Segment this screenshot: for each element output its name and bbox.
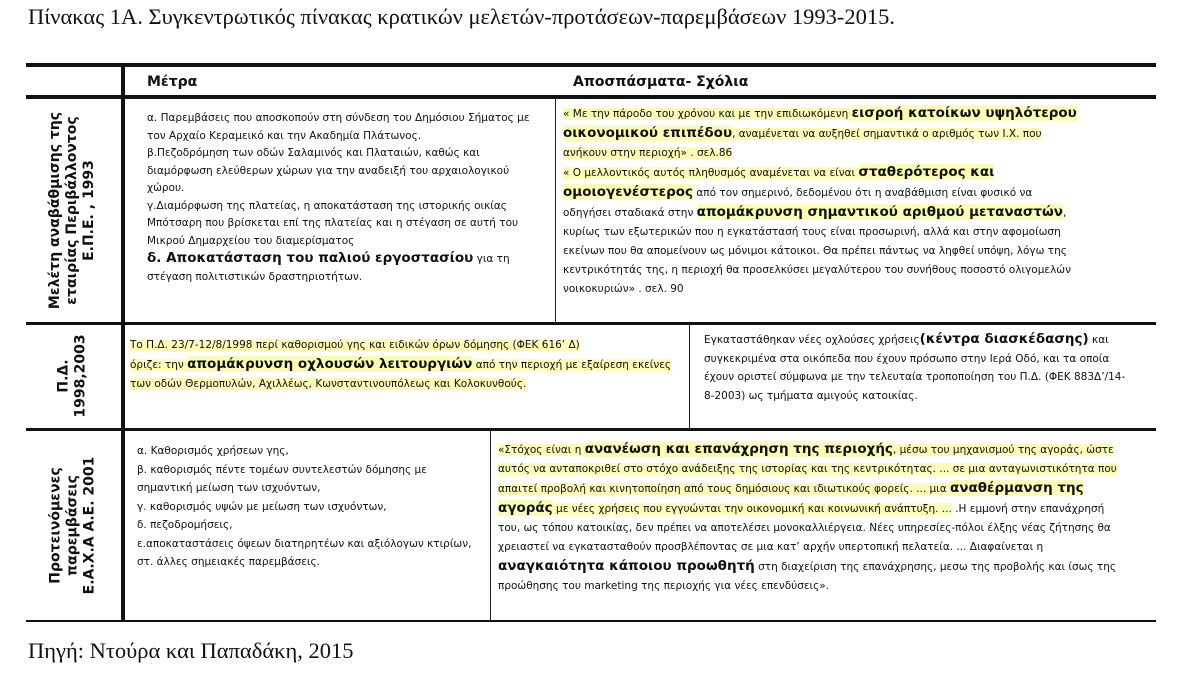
table-top-rule [26, 63, 1156, 67]
label-column-rule [121, 63, 125, 622]
row-label-1993-text: Μελέτη αναβάθμισης της εταιρίας Περιβάλλοντος Ε.Π.Ε. , 1993 [47, 111, 98, 309]
measure-item: γ. καθορισμός υψών με μείωση των ισχυόντων, [137, 500, 387, 513]
row2-rule [26, 428, 1156, 431]
row1-excerpts [563, 104, 1083, 320]
measure-item: στ. άλλες σημειακές παρεμβάσεις. [137, 556, 320, 568]
row-label-1993 [28, 100, 118, 320]
measure-item-d: δ. Αποκατάσταση του παλιού εργοστασίου για τη στέγαση πολιτιστικών δραστηριοτήτων. [147, 250, 510, 283]
pd-decree: Το Π.Δ. 23/7-12/8/1998 περί καθορισμού γης και ειδικών όρων δόμησης (ΦΕΚ 616’ Δ) [130, 339, 580, 351]
header-excerpts: Αποσπάσματα- Σχόλια [573, 74, 749, 90]
row1-rule [26, 322, 1156, 325]
measure-item: α. Καθορισμός χρήσεων γης, [137, 445, 289, 457]
measure-item: α. Παρεμβάσεις που αποσκοπούν στη σύνδεση του Δημόσιου Σήματος με τον Αρχαίο Κεραμεικό και την Ακαδημία Πλάτωνος. [147, 112, 530, 142]
excerpt-quote-1: « Με την πάροδο του χρόνου και με την επιδιωκόμενη εισροή κατοίκων υψηλότερου οικονομικού επιπέδου, αναμένεται να αυξηθεί σημαντικά ο αριθμός των Ι.Χ. που ανήκουν στην περιοχή» . σελ.86 [563, 105, 1077, 159]
header-rule [26, 95, 1156, 99]
pd-provision: όριζε: την απομάκρυνση οχλουσών λειτουργιών από την περιοχή με εξαίρεση εκείνες των οδών Θερμοπυλών, Αχιλλέως, Κωνσταντινουπόλεως και Κολοκυνθούς. [130, 356, 672, 390]
row3-excerpts [498, 440, 1128, 618]
row2-divider [689, 325, 690, 428]
row2-pd-text [130, 336, 680, 398]
measure-item: ε.αποκαταστάσεις όψεων διατηρητέων και αξιόλογων κτιρίων, [137, 537, 472, 550]
excerpt-quote-3: «Στόχος είναι η ανανέωση και επανάχρηση της περιοχής, μέσω του μηχανισμού της αγοράς, ώστε αυτός να ανταποκριθεί στο στόχο ανάδειξης της ιστορίας και της κεντρικότητας. ... σε μια ανταγωνιστικότητα που απαιτεί προβολή και κινητοποίηση από τους δημόσιους και ιδιωτικούς φορείς. ... μια αναθέρμανση της αγοράς με νέες χρήσεις που εγγυώνται την οικονομική και κοινωνική ανάπτυξη. ... .Η εμμονή στην επανάχρησή του, ως τόπου κατοικίας, δεν πρέπει να αποτελέσει μονοκαλλιέργεια. Νέες υπηρεσίες-πόλοι έλξης νέας ζήτησης θα χρειαστεί να εγκατασταθούν προσβλέποντας σε μια κατ’ αρχήν υπερτοπική πελατεία. ... Διαφαίνεται η αναγκαιότητα κάποιου προωθητή στη διαχείριση της επανάχρησης, μεσω της προβολής και ίσως της προώθησης του marketing της περιοχής για νέες επενδύσεις». [498, 441, 1117, 592]
header-measures: Μέτρα [147, 74, 198, 90]
page-title: Πίνακας 1Α. Συγκεντρωτικός πίνακας κρατικών μελετών-προτάσεων-παρεμβάσεων 1993-2015. [28, 4, 895, 29]
row1-measures [147, 110, 547, 320]
row-label-pd [28, 326, 118, 426]
row3-measures [137, 442, 482, 618]
measure-item: δ. πεζοδρομήσεις, [137, 519, 233, 531]
measure-item: β. καθορισμός πέντε τομέων συντελεστών δόμησης με σημαντική μείωση των ισχυόντων, [137, 463, 427, 494]
row-label-pd-text: Π.Δ. 1998,2003 [56, 334, 89, 418]
table-bottom-rule [26, 620, 1156, 622]
row3-divider [490, 431, 491, 620]
row2-comments [704, 330, 1134, 426]
pd-comment: Εγκαταστάθηκαν νέες οχλούσες χρήσεις(κέντρα διασκέδασης) και συγκεκριμένα στα οικόπεδα που έχουν πρόσωπο στην Ιερά Οδό, και τα οποία έχουν οριστεί σύμφωνα με την τελευταία τροποποίηση του Π.Δ. (ΦΕΚ 883Δ’/14-8-2003) ως τμήματα αμιγούς κατοικίας. [704, 331, 1126, 402]
row1-divider [555, 99, 556, 322]
excerpt-quote-2: « Ο μελλοντικός αυτός πληθυσμός αναμένεται να είναι σταθερότερος και ομοιογενέστερος από τον σημερινό, δεδομένου ότι η αναβάθμιση είναι φυσικό να οδηγήσει σταδιακά στην απομάκρυνση σημαντικού αριθμού μεταναστών, κυρίως των εξωτερικών που η εγκατάστασή τους είναι προσωρινή, αλλά και στην αφομοίωση εκείνων που θα απομείνουν ως μόνιμοι κάτοικοι. Θα πρέπει πάντως να ληφθεί υπόψη, λόγω της κεντρικότητάς της, η περιοχή θα προσελκύσει μεγαλύτερου του συνήθους ποσοστό ολιγομελών νοικοκυριών» . σελ. 90 [563, 164, 1071, 295]
measure-item: γ.Διαμόρφωση της πλατείας, η αποκατάσταση της ιστορικής οικίας Μπότσαρη που βρίσκεται επί της πλατείας και η στέγαση σε αυτή του Μικρού Δημαρχείου του διαμερίσματος [147, 199, 519, 247]
source-note: Πηγή: Ντούρα και Παπαδάκη, 2015 [28, 638, 354, 663]
row-label-2001 [28, 432, 118, 618]
row-label-2001-text: Προτεινόμενες παρεμβάσεις Ε.Α.Χ.Α Α.Ε. 2001 [47, 456, 98, 594]
measure-item: β.Πεζοδρόμηση των οδών Σαλαμινός και Πλαταιών, καθώς και διαμόρφωση ελεύθερων χώρων για την αναδειξή του αρχαιολογικού χώρου. [147, 147, 510, 194]
